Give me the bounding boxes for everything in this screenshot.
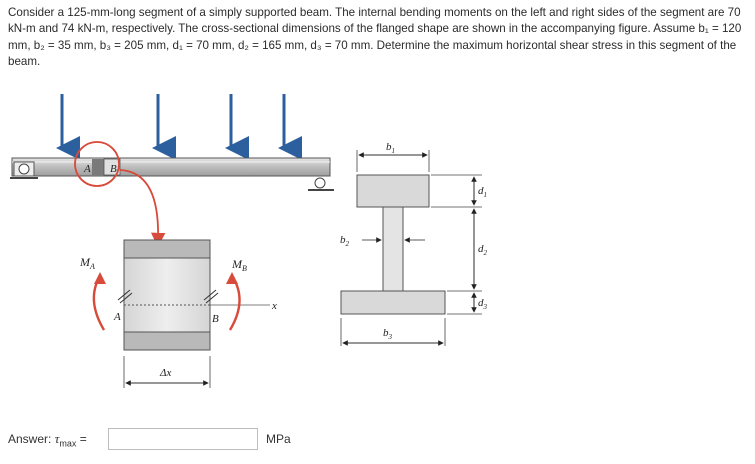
roller-support-icon <box>308 178 334 190</box>
b1-label: b <box>386 141 392 153</box>
svg-text:d2 <box>478 243 488 257</box>
svg-text:b1 <box>386 141 395 155</box>
d3-label: d <box>478 297 484 309</box>
moment-a-sub: A <box>90 262 95 271</box>
d3-sub: 3 <box>483 303 487 311</box>
moment-b-sub: B <box>242 264 247 273</box>
moment-a-label: M <box>80 255 90 269</box>
answer-label: Answer: $\tau_{max}$ = <box>8 431 87 449</box>
svg-text:d1 <box>478 185 487 199</box>
svg-text:b2 <box>340 234 350 248</box>
segment-label-b: B <box>212 313 219 325</box>
svg-text:d3 <box>478 297 488 311</box>
b2-sub: 2 <box>345 240 349 248</box>
pin-support-icon <box>10 162 38 178</box>
b3-label: b <box>383 327 389 339</box>
segment-label-a: A <box>114 311 121 323</box>
answer-unit: MPa <box>266 432 291 446</box>
b2-label: b <box>340 234 346 246</box>
svg-text:MB <box>231 257 247 273</box>
svg-text:b3 <box>383 327 393 341</box>
flanged-cross-section <box>340 141 488 346</box>
moment-a <box>79 255 106 330</box>
d2-sub: 2 <box>483 249 487 257</box>
moment-b-label: M <box>232 257 242 271</box>
highlight-arrow <box>120 170 158 240</box>
moment-b <box>226 257 247 330</box>
beam-label-b: B <box>110 163 117 175</box>
beam <box>12 158 330 176</box>
axis-x-label: x <box>272 300 277 312</box>
d1-label: d <box>478 185 484 197</box>
delta-x-label: Δx <box>160 367 172 379</box>
d2-label: d <box>478 243 484 255</box>
problem-statement: Consider a 125-mm-long segment of a simply supported beam. The internal bending moments on the left and right sides of the segment are 70 kN-m and 74 kN-m, respectively. The cross-sectional dimensions of the flanged shape are shown in the accompanying figure. Assume b₁ = 120 mm, b₂ = 35 mm, b₃ = 205 mm, d₁ = 70 mm, d₂ = 165 mm, d₃ = 70 mm. Determine the maximum horizontal shear stress in this segment of the beam. <box>8 6 742 69</box>
segment-free-body <box>113 240 277 350</box>
load-arrows <box>62 94 284 148</box>
answer-input[interactable] <box>108 428 258 450</box>
beam-label-a: A <box>84 163 91 175</box>
answer-row <box>8 428 291 452</box>
d1-sub: 1 <box>483 191 487 199</box>
b3-sub: 3 <box>388 333 392 341</box>
svg-text:MA <box>79 255 95 271</box>
b1-sub: 1 <box>391 147 395 155</box>
